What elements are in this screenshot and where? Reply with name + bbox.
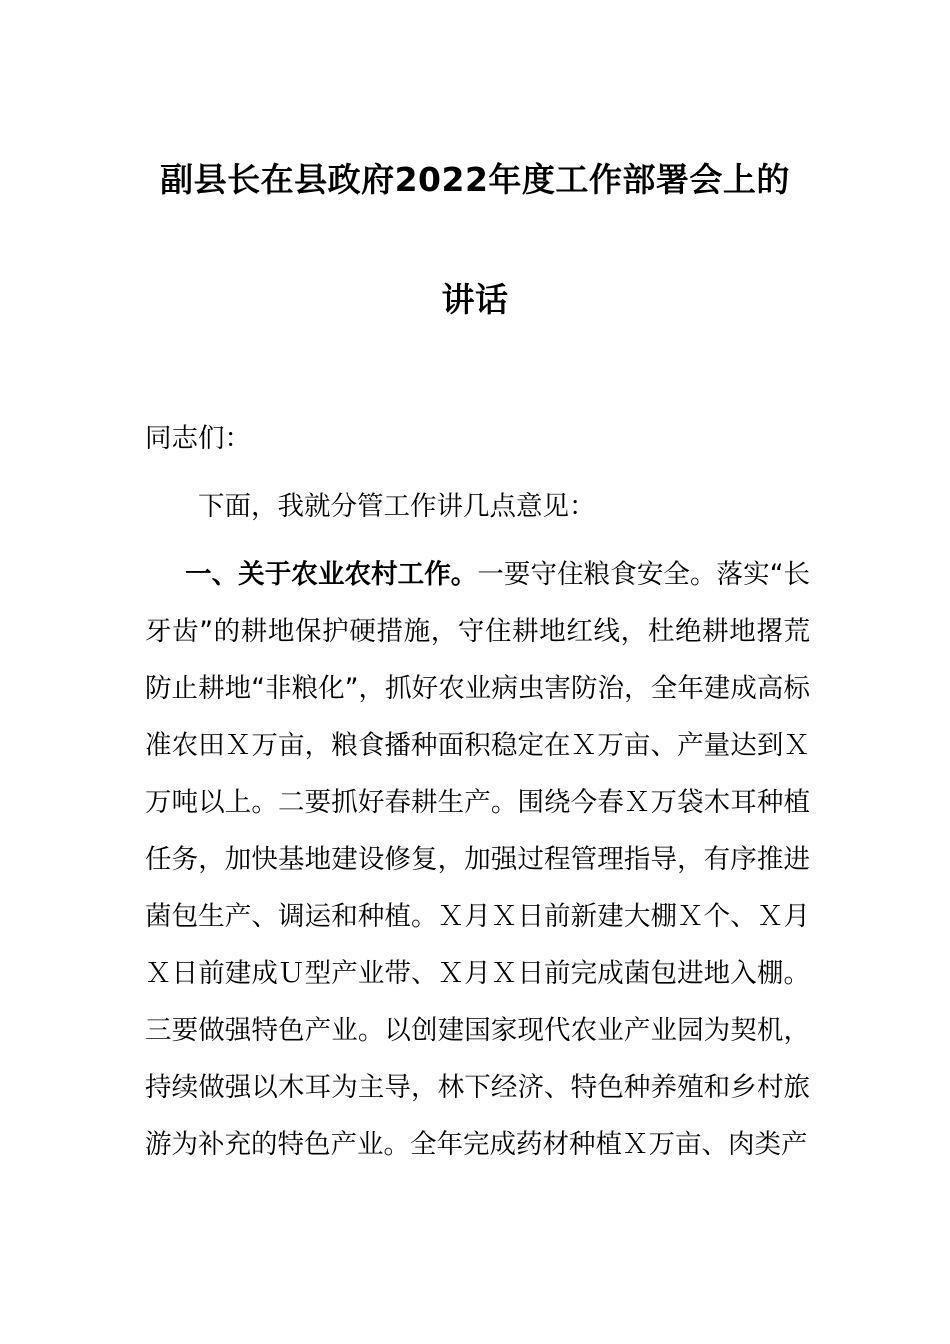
document-title-line-1: 副县长在县政府2022年度工作部署会上的 — [160, 160, 790, 199]
salutation: 同志们： — [145, 423, 251, 454]
section-1-body: 一要守住粮食安全。落实“长牙齿”的耕地保护硬措施，守住耕地红线，杜绝耕地撂荒防止耕地“非粮化”，抓好农业病虫害防治，全年建成高标准农田Ｘ万亩，粮食播种面积稳定在Ｘ万亩、产量达到Ｘ万吨以上。二要抓好春耕生产。围绕今春Ｘ万袋木耳种植任务，加快基地建设修复，加强过程管理指导，有序推进菌包生产、调运和种植。Ｘ月Ｘ日前新建大棚Ｘ个、Ｘ月Ｘ日前建成Ｕ型产业带、Ｘ月Ｘ日前完成菌包进地入棚。三要做强特色产业。以创建国家现代农业产业园为契机，持续做强以木耳为主导，林下经济、特色种养殖和乡村旅游为补充的特色产业。全年完成药材种植Ｘ万亩、肉类产 — [145, 559, 811, 1160]
section-1-heading: 一、关于农业农村工作。 — [185, 559, 478, 590]
document-title-line-2: 讲话 — [441, 280, 509, 319]
intro-paragraph: 下面，我就分管工作讲几点意见： — [198, 491, 596, 522]
section-1-paragraph — [145, 546, 810, 1173]
